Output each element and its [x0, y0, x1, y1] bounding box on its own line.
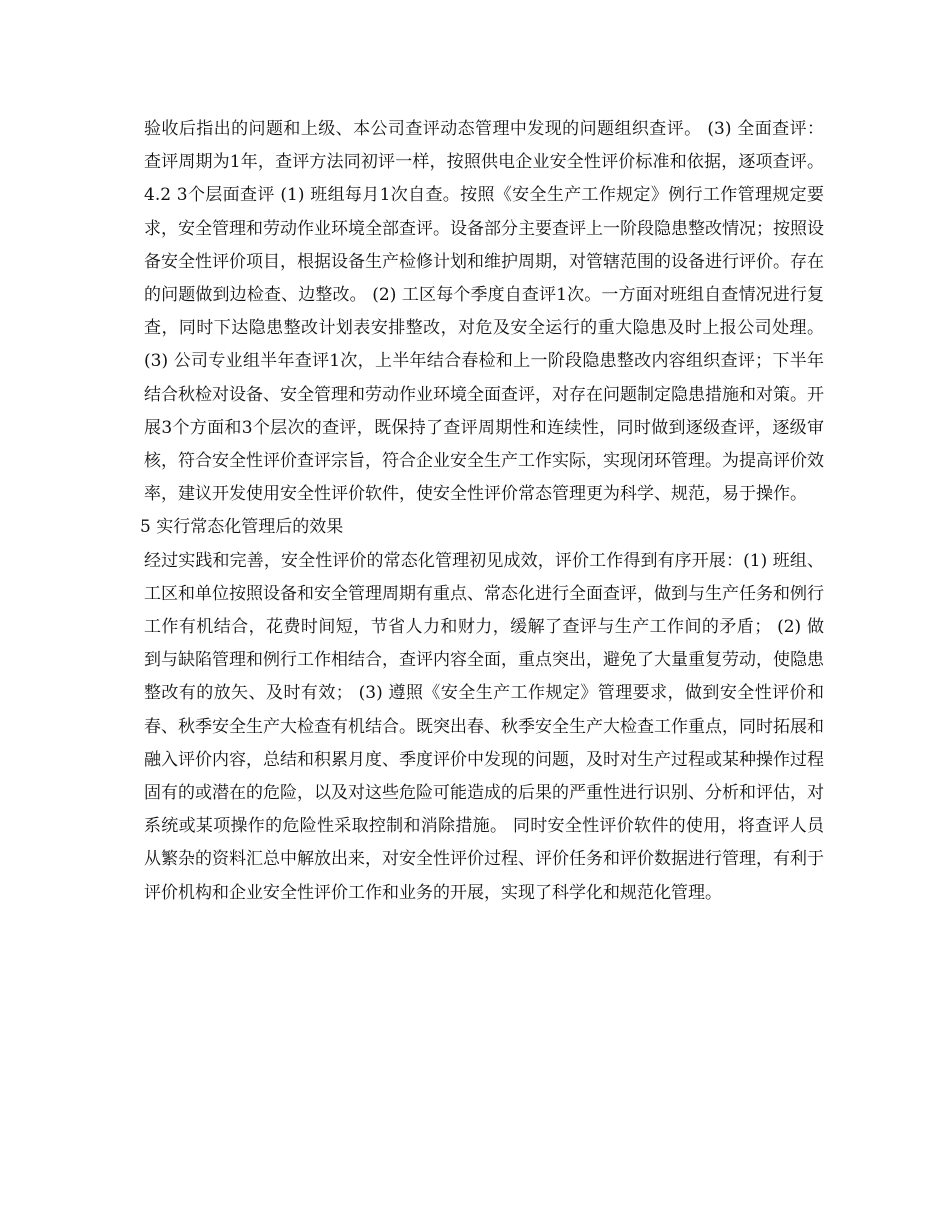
- document-body: [140, 113, 824, 910]
- paragraph-effects: 经过实践和完善，安全性评价的常态化管理初见成效，评价工作得到有序开展：(1) 班组、工区和单位按照设备和安全管理周期有重点、常态化进行全面查评，做到与生产任务和例行工作有机结合，花费时间短，节省人力和财力，缓解了查评与生产工作间的矛盾； (2) 做到与缺陷管理和例行工作相结合，查评内容全面，重点突出，避免了大量重复劳动，使隐患整改有的放矢、及时有效； (3) 遵照《安全生产工作规定》管理要求，做到安全性评价和春、秋季安全生产大检查有机结合。既突出春、秋季安全生产大检查工作重点，同时拓展和融入评价内容，总结和积累月度、季度评价中发现的问题，及时对生产过程或某种操作过程固有的或潜在的危险，以及对这些危险可能造成的后果的严重性进行识别、分析和评估，对系统或某项操作的危险性采取控制和消除措施。 同时安全性评价软件的使用，将查评人员从繁杂的资料汇总中解放出来，对安全性评价过程、评价任务和评价数据进行管理，有利于评价机构和企业安全性评价工作和业务的开展，实现了科学化和规范化管理。: [144, 550, 824, 903]
- section-heading-5: 5 实行常态化管理后的效果: [140, 517, 344, 538]
- paragraph-review-schedule: 验收后指出的问题和上级、本公司查评动态管理中发现的问题组织查评。 (3) 全面查评：查评周期为1年，查评方法同初评一样，按照供电企业安全性评价标准和依据，逐项查评。4.2 3个层面查评 (1) 班组每月1次自查。按照《安全生产工作规定》例行工作管理规定要求，安全管理和劳动作业环境全部查评。设备部分主要查评上一阶段隐患整改情况；按照设备安全性评价项目，根据设备生产检修计划和维护周期，对管辖范围的设备进行评价。存在的问题做到边检查、边整改。 (2) 工区每个季度自查评1次。一方面对班组自查情况进行复查，同时下达隐患整改计划表安排整改，对危及安全运行的重大隐患及时上报公司处理。 (3) 公司专业组半年查评1次，上半年结合春检和上一阶段隐患整改内容组织查评；下半年结合秋检对设备、安全管理和劳动作业环境全面查评，对存在问题制定隐患措施和对策。开展3个方面和3个层次的查评，既保持了查评周期性和连续性，同时做到逐级查评，逐级审核，符合安全性评价查评宗旨，符合企业安全生产工作实际，实现闭环管理。为提高评价效率，建议开发使用安全性评价软件，使安全性评价常态管理更为科学、规范，易于操作。: [144, 119, 824, 505]
